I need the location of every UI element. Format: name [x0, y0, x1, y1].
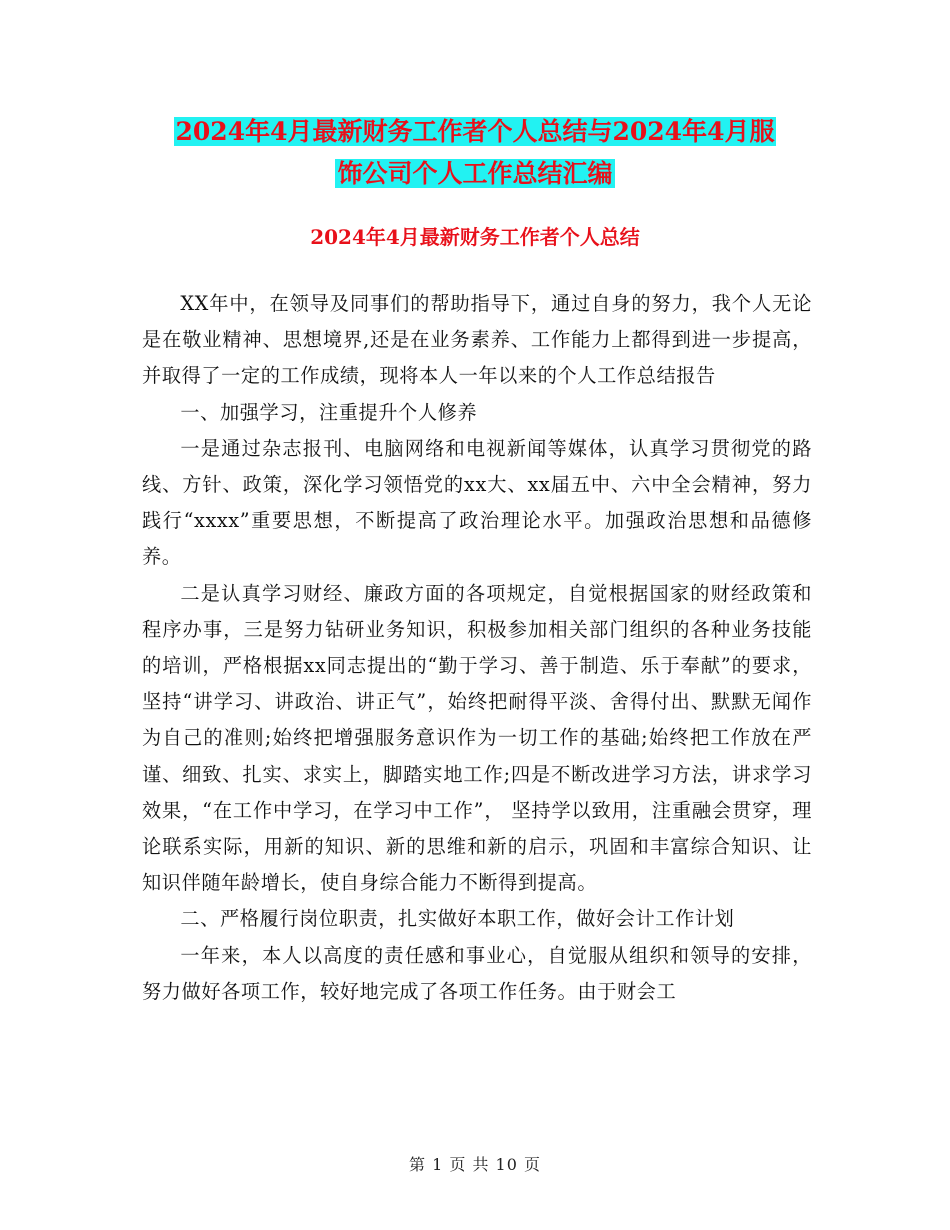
paragraph-intro: XX年中，在领导及同事们的帮助指导下，通过自身的努力，我个人无论是在敬业精神、思想境界,还是在业务素养、工作能力上都得到进一步提高，并取得了一定的工作成绩，现将本人一年以来的个人工作总结报告	[142, 292, 812, 388]
paragraph-heading-1: 一、加强学习，注重提升个人修养	[180, 400, 478, 424]
paragraph: 一年来，本人以高度的责任感和事业心，自觉服从组织和领导的安排，努力做好各项工作，较好地完成了各项工作任务。由于财会工	[142, 943, 812, 1003]
title-highlight: 2024年4月最新财务工作者个人总结与2024年4月服	[175, 117, 775, 146]
page-number-footer: 第 1 页 共 10 页	[409, 1155, 541, 1174]
document-body	[142, 286, 812, 1010]
paragraph-heading-2: 二、严格履行岗位职责，扎实做好本职工作，做好会计工作计划	[180, 907, 735, 931]
title-highlight: 饰公司个人工作总结汇编	[337, 159, 613, 188]
section-heading: 2024年4月最新财务工作者个人总结	[310, 225, 640, 249]
document-title-line-1	[0, 110, 950, 154]
paragraph: 二是认真学习财经、廉政方面的各项规定，自觉根据国家的财经政策和程序办事，三是努力钻研业务知识，积极参加相关部门组织的各种业务技能的培训，严格根据xx同志提出的“勤于学习、善于制造、乐于奉献”的要求，坚持“讲学习、讲政治、讲正气”，始终把耐得平淡、舍得付出、默默无闻作为自己的准则;始终把增强服务意识作为一切工作的基础;始终把工作放在严谨、细致、扎实、求实上，脚踏实地工作;四是不断改进学习方法，讲求学习效果，“在工作中学习，在学习中工作”， 坚持学以致用，注重融会贯穿，理论联系实际，用新的知识、新的思维和新的启示，巩固和丰富综合知识、让知识伴随年龄增长，使自身综合能力不断得到提高。	[142, 581, 812, 895]
paragraph: 一是通过杂志报刊、电脑网络和电视新闻等媒体，认真学习贯彻党的路线、方针、政策，深化学习领悟党的xx大、xx届五中、六中全会精神，努力践行“xxxx”重要思想，不断提高了政治理论水平。加强政治思想和品德修养。	[142, 436, 812, 569]
document-title-line-2	[0, 152, 950, 196]
